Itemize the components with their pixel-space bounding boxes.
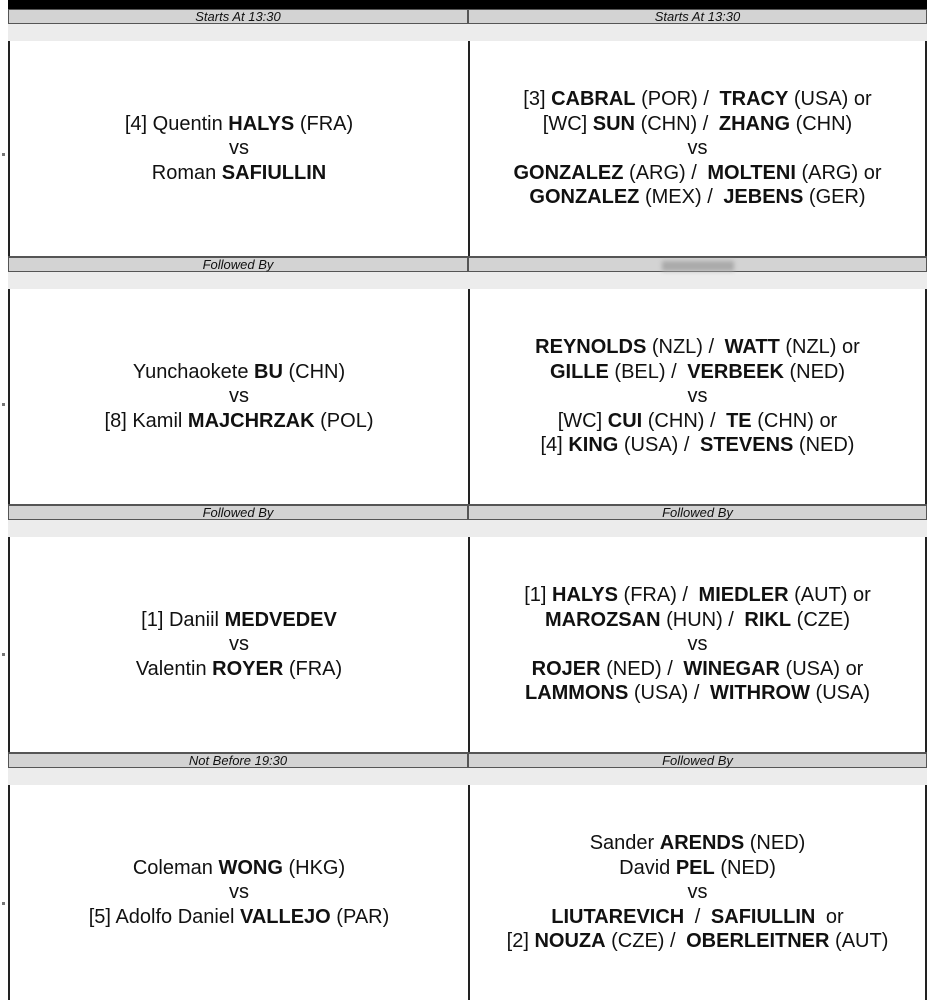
doubles-team-line: [WC] SUN (CHN) / ZHANG (CHN)	[542, 112, 853, 135]
match-time-header	[468, 257, 927, 272]
match-block	[468, 9, 927, 257]
doubles-team-line: LIUTAREVICH / SAFIULLIN or	[551, 905, 844, 928]
match-block	[8, 505, 468, 753]
vs-label: vs	[687, 633, 708, 656]
doubles-team-line: MAROZSAN (HUN) / RIKL (CZE)	[544, 608, 850, 631]
match-card[interactable]	[8, 289, 468, 504]
doubles-team-line: [2] NOUZA (CZE) / OBERLEITNER (AUT)	[506, 930, 889, 953]
match-time-header: Followed By	[8, 257, 468, 272]
match-block	[8, 753, 468, 1000]
vs-label: vs	[229, 881, 249, 904]
doubles-team-line: LAMMONS (USA) / WITHROW (USA)	[524, 682, 870, 705]
match-card[interactable]	[8, 537, 468, 752]
match-time-header: Starts At 13:30	[468, 9, 927, 24]
match-card[interactable]	[8, 785, 468, 1000]
doubles-team-line: [3] CABRAL (POR) / TRACY (USA) or	[523, 88, 872, 111]
match-card[interactable]	[8, 41, 468, 256]
vs-label: vs	[687, 385, 708, 408]
doubles-team-line: ROJER (NED) / WINEGAR (USA) or	[531, 657, 864, 680]
match-time-header: Followed By	[468, 753, 927, 768]
player-line: Valentin ROYER (FRA)	[135, 657, 343, 680]
vs-label: vs	[229, 385, 249, 408]
doubles-team-line: GONZALEZ (MEX) / JEBENS (GER)	[529, 186, 866, 209]
match-block	[468, 257, 927, 505]
match-time-header: Not Before 19:30	[8, 753, 468, 768]
vs-label: vs	[687, 137, 708, 160]
row-marker	[2, 653, 5, 656]
row-marker	[2, 403, 5, 406]
player-line: [8] Kamil MAJCHRZAK (POL)	[104, 409, 374, 432]
match-time-header: Starts At 13:30	[8, 9, 468, 24]
match-block	[8, 9, 468, 257]
doubles-team-line: REYNOLDS (NZL) / WATT (NZL) or	[535, 336, 860, 359]
match-block	[468, 505, 927, 753]
doubles-team-line: [1] HALYS (FRA) / MIEDLER (AUT) or	[524, 584, 871, 607]
match-card[interactable]	[468, 537, 927, 752]
player-line: Roman SAFIULLIN	[151, 161, 327, 184]
doubles-team-line: GONZALEZ (ARG) / MOLTENI (ARG) or	[513, 161, 882, 184]
court-column-right	[468, 9, 927, 1000]
player-line: Sander ARENDS (NED)	[589, 832, 806, 855]
match-block	[8, 257, 468, 505]
doubles-team-line: [WC] CUI (CHN) / TE (CHN) or	[557, 409, 838, 432]
player-line: [1] Daniil MEDVEDEV	[141, 608, 337, 631]
vs-label: vs	[229, 633, 249, 656]
player-line: Coleman WONG (HKG)	[132, 856, 346, 879]
match-card[interactable]	[468, 41, 927, 256]
match-time-header: Followed By	[8, 505, 468, 520]
player-line: [5] Adolfo Daniel VALLEJO (PAR)	[88, 905, 390, 928]
court-column-left	[8, 9, 468, 1000]
player-line: [4] Quentin HALYS (FRA)	[124, 112, 354, 135]
row-marker	[2, 153, 5, 156]
match-card[interactable]	[468, 289, 927, 504]
player-line: David PEL (NED)	[619, 856, 776, 879]
obscured-header-text	[662, 261, 734, 271]
row-marker	[2, 902, 5, 905]
match-time-header: Followed By	[468, 505, 927, 520]
doubles-team-line: GILLE (BEL) / VERBEEK (NED)	[549, 360, 846, 383]
doubles-team-line: [4] KING (USA) / STEVENS (NED)	[540, 434, 855, 457]
player-line: Yunchaokete BU (CHN)	[132, 360, 346, 383]
vs-label: vs	[687, 881, 708, 904]
match-card[interactable]	[468, 785, 927, 1000]
match-block	[468, 753, 927, 1000]
top-border	[8, 0, 927, 9]
vs-label: vs	[229, 137, 249, 160]
